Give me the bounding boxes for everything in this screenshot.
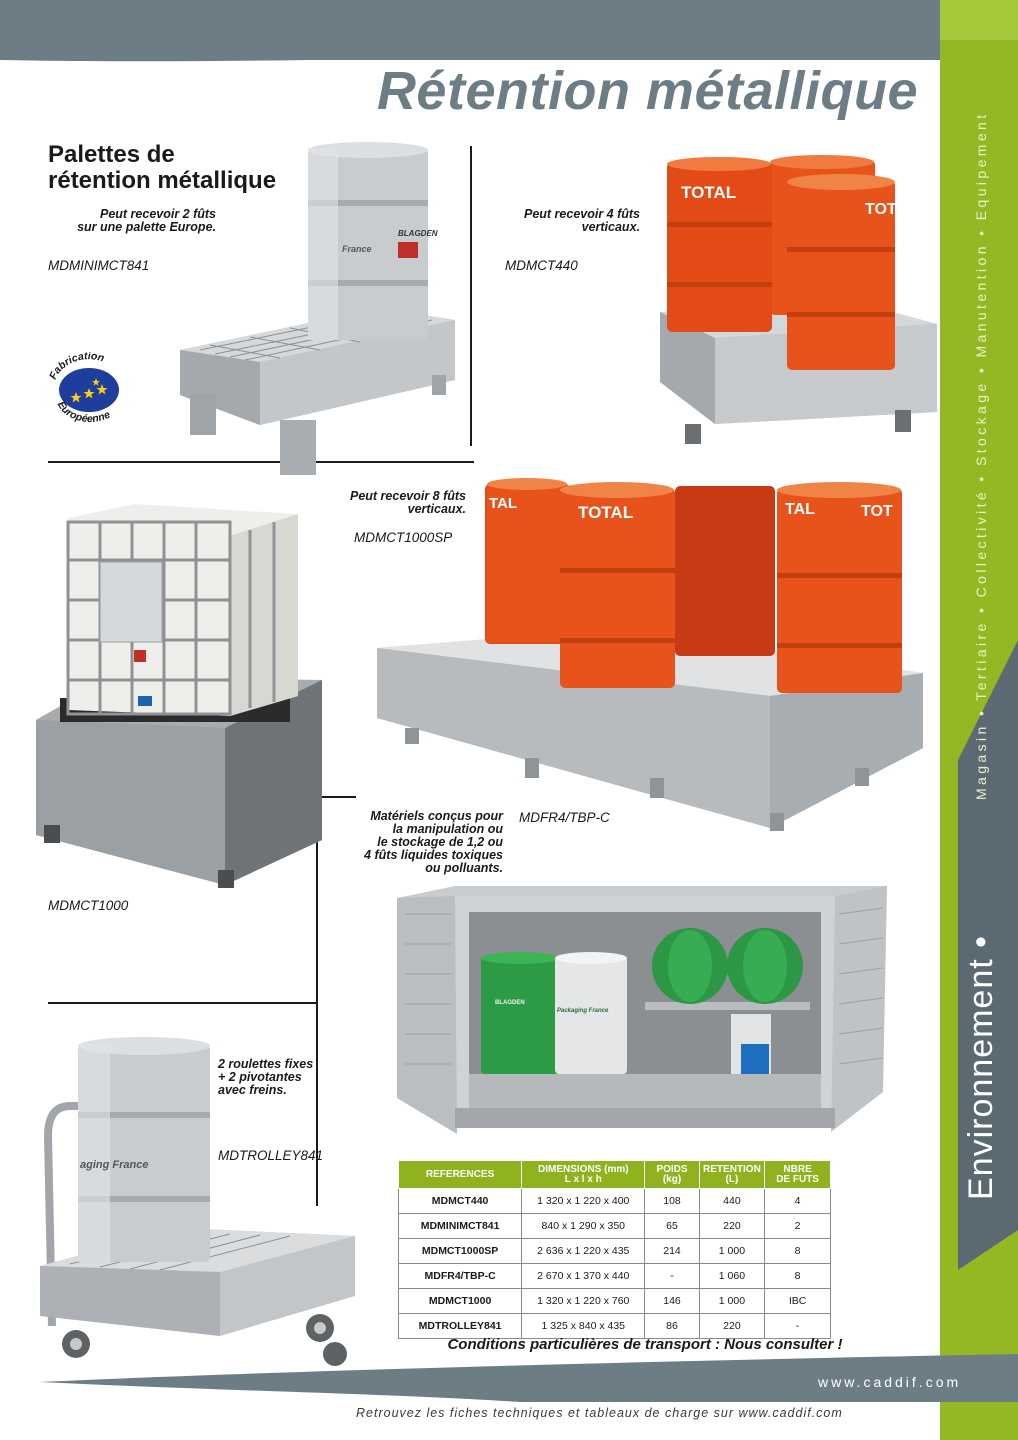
- table-cell: 8: [765, 1264, 831, 1289]
- section-title-line2: rétention métallique: [48, 167, 277, 194]
- drum-label-aging-france: aging France: [80, 1159, 149, 1171]
- product-6-ref: MDTROLLEY841: [218, 1148, 324, 1163]
- product-5-caption-line4: 4 fûts liquides toxiques: [364, 848, 503, 862]
- product-2-image: [655, 152, 940, 452]
- product-5-image: [395, 884, 890, 1149]
- table-cell: 86: [645, 1314, 699, 1339]
- side-subcategories-label: Magasin • Tertiaire • Collectivité • Stockage • Manutention • Equipement: [973, 111, 989, 800]
- footer-note: Retrouvez les fiches techniques et tableaux de charge sur www.caddif.com: [356, 1406, 843, 1420]
- product-1-caption-line1: Peut recevoir 2 fûts: [99, 207, 216, 221]
- product-6-image: [30, 1036, 365, 1376]
- section-title-line1: Palettes de: [48, 141, 175, 168]
- drum-label-total-1: TOTAL: [681, 183, 737, 202]
- product-5-caption: [330, 810, 503, 875]
- table-header-cell: REFERENCES: [399, 1161, 522, 1189]
- drum-label-blagden-2: BLAGDEN: [495, 1000, 525, 1006]
- table-header-cell: DIMENSIONS (mm) L x l x h: [522, 1161, 645, 1189]
- product-3-caption-line1: Peut recevoir 8 fûts: [349, 489, 466, 503]
- table-cell: 840 x 1 290 x 350: [522, 1214, 645, 1239]
- table-cell: 220: [699, 1214, 765, 1239]
- table-cell: -: [765, 1314, 831, 1339]
- fabrication-europeenne-badge: [46, 352, 130, 424]
- product-2-caption: [480, 208, 640, 234]
- table-header-cell: POIDS (kg): [645, 1161, 699, 1189]
- side-category-label: Environnement •: [962, 934, 1000, 1200]
- drum-label-france: France: [342, 244, 372, 254]
- table-cell: 4: [765, 1189, 831, 1214]
- table-header-cell: RETENTION (L): [699, 1161, 765, 1189]
- product-4-image: [30, 500, 325, 895]
- product-5-caption-line5: ou polluants.: [425, 861, 503, 875]
- table-cell-ref: MDMCT1000SP: [399, 1239, 522, 1264]
- table-cell: 1 060: [699, 1264, 765, 1289]
- product-6-caption-line3: avec freins.: [218, 1083, 287, 1097]
- table-cell: 1 325 x 840 x 435: [522, 1314, 645, 1339]
- svg-text:TOT: TOT: [865, 201, 897, 218]
- table-cell: 146: [645, 1289, 699, 1314]
- product-5-ref: MDFR4/TBP-C: [519, 810, 610, 825]
- table-cell-ref: MDMCT1000: [399, 1289, 522, 1314]
- drum-label-blagden: BLAGDEN: [398, 229, 438, 238]
- svg-text:TAL: TAL: [785, 501, 815, 518]
- table-cell: 8: [765, 1239, 831, 1264]
- specs-table: [398, 1160, 831, 1339]
- product-5-caption-line2: la manipulation ou: [392, 822, 503, 836]
- table-cell: 1 000: [699, 1239, 765, 1264]
- table-cell: 108: [645, 1189, 699, 1214]
- divider-vertical-top: [470, 146, 472, 446]
- svg-text:TAL: TAL: [489, 495, 518, 512]
- table-row: [399, 1264, 831, 1289]
- product-3-ref: MDMCT1000SP: [354, 530, 453, 545]
- svg-text:TOT: TOT: [861, 503, 893, 520]
- product-1-ref: MDMINIMCT841: [48, 258, 150, 273]
- table-cell-ref: MDFR4/TBP-C: [399, 1264, 522, 1289]
- table-cell-ref: MDMCT440: [399, 1189, 522, 1214]
- product-6-caption-line1: 2 roulettes fixes: [218, 1057, 314, 1071]
- table-cell-ref: MDTROLLEY841: [399, 1314, 522, 1339]
- table-cell: IBC: [765, 1289, 831, 1314]
- table-cell: 2: [765, 1214, 831, 1239]
- table-header-row: [399, 1161, 831, 1189]
- table-cell: 2 670 x 1 370 x 440: [522, 1264, 645, 1289]
- product-5-caption-line1: Matériels conçus pour: [370, 809, 503, 823]
- footer-url-link[interactable]: www.caddif.com: [818, 1374, 962, 1390]
- product-4-ref: MDMCT1000: [48, 898, 129, 913]
- product-2-caption-line1: Peut recevoir 4 fûts: [523, 207, 640, 221]
- product-1-caption-line2: sur une palette Europe.: [77, 220, 216, 234]
- product-2-caption-line2: verticaux.: [581, 220, 640, 234]
- drum-label-total-2: TOTAL: [578, 503, 634, 522]
- table-cell-ref: MDMINIMCT841: [399, 1214, 522, 1239]
- table-cell: -: [645, 1264, 699, 1289]
- product-6-caption-line2: + 2 pivotantes: [218, 1070, 302, 1084]
- table-cell: 214: [645, 1239, 699, 1264]
- badge-line2: Européenne: [54, 399, 113, 424]
- drum-label-packaging: Packaging France: [557, 1008, 609, 1014]
- table-row: [399, 1214, 831, 1239]
- table-cell: 1 000: [699, 1289, 765, 1314]
- table-cell: 1 320 x 1 220 x 400: [522, 1189, 645, 1214]
- transport-note: Conditions particulières de transport : Nous consulter !: [447, 1336, 843, 1353]
- table-row: [399, 1289, 831, 1314]
- table-header-cell: NBRE DE FUTS: [765, 1161, 831, 1189]
- table-cell: 440: [699, 1189, 765, 1214]
- table-cell: 1 320 x 1 220 x 760: [522, 1289, 645, 1314]
- table-cell: 220: [699, 1314, 765, 1339]
- divider-horizontal-2: [48, 1002, 318, 1004]
- badge-line1: Fabrication: [47, 352, 106, 382]
- product-1-image: [170, 140, 470, 485]
- table-cell: 2 636 x 1 220 x 435: [522, 1239, 645, 1264]
- product-3-caption-line2: verticaux.: [407, 502, 466, 516]
- table-row: [399, 1189, 831, 1214]
- product-2-ref: MDMCT440: [505, 258, 578, 273]
- table-cell: 65: [645, 1214, 699, 1239]
- product-3-image: [375, 478, 930, 838]
- product-5-caption-line3: le stockage de 1,2 ou: [377, 835, 503, 849]
- page-title: Rétention métallique: [376, 61, 918, 121]
- table-row: [399, 1314, 831, 1339]
- table-row: [399, 1239, 831, 1264]
